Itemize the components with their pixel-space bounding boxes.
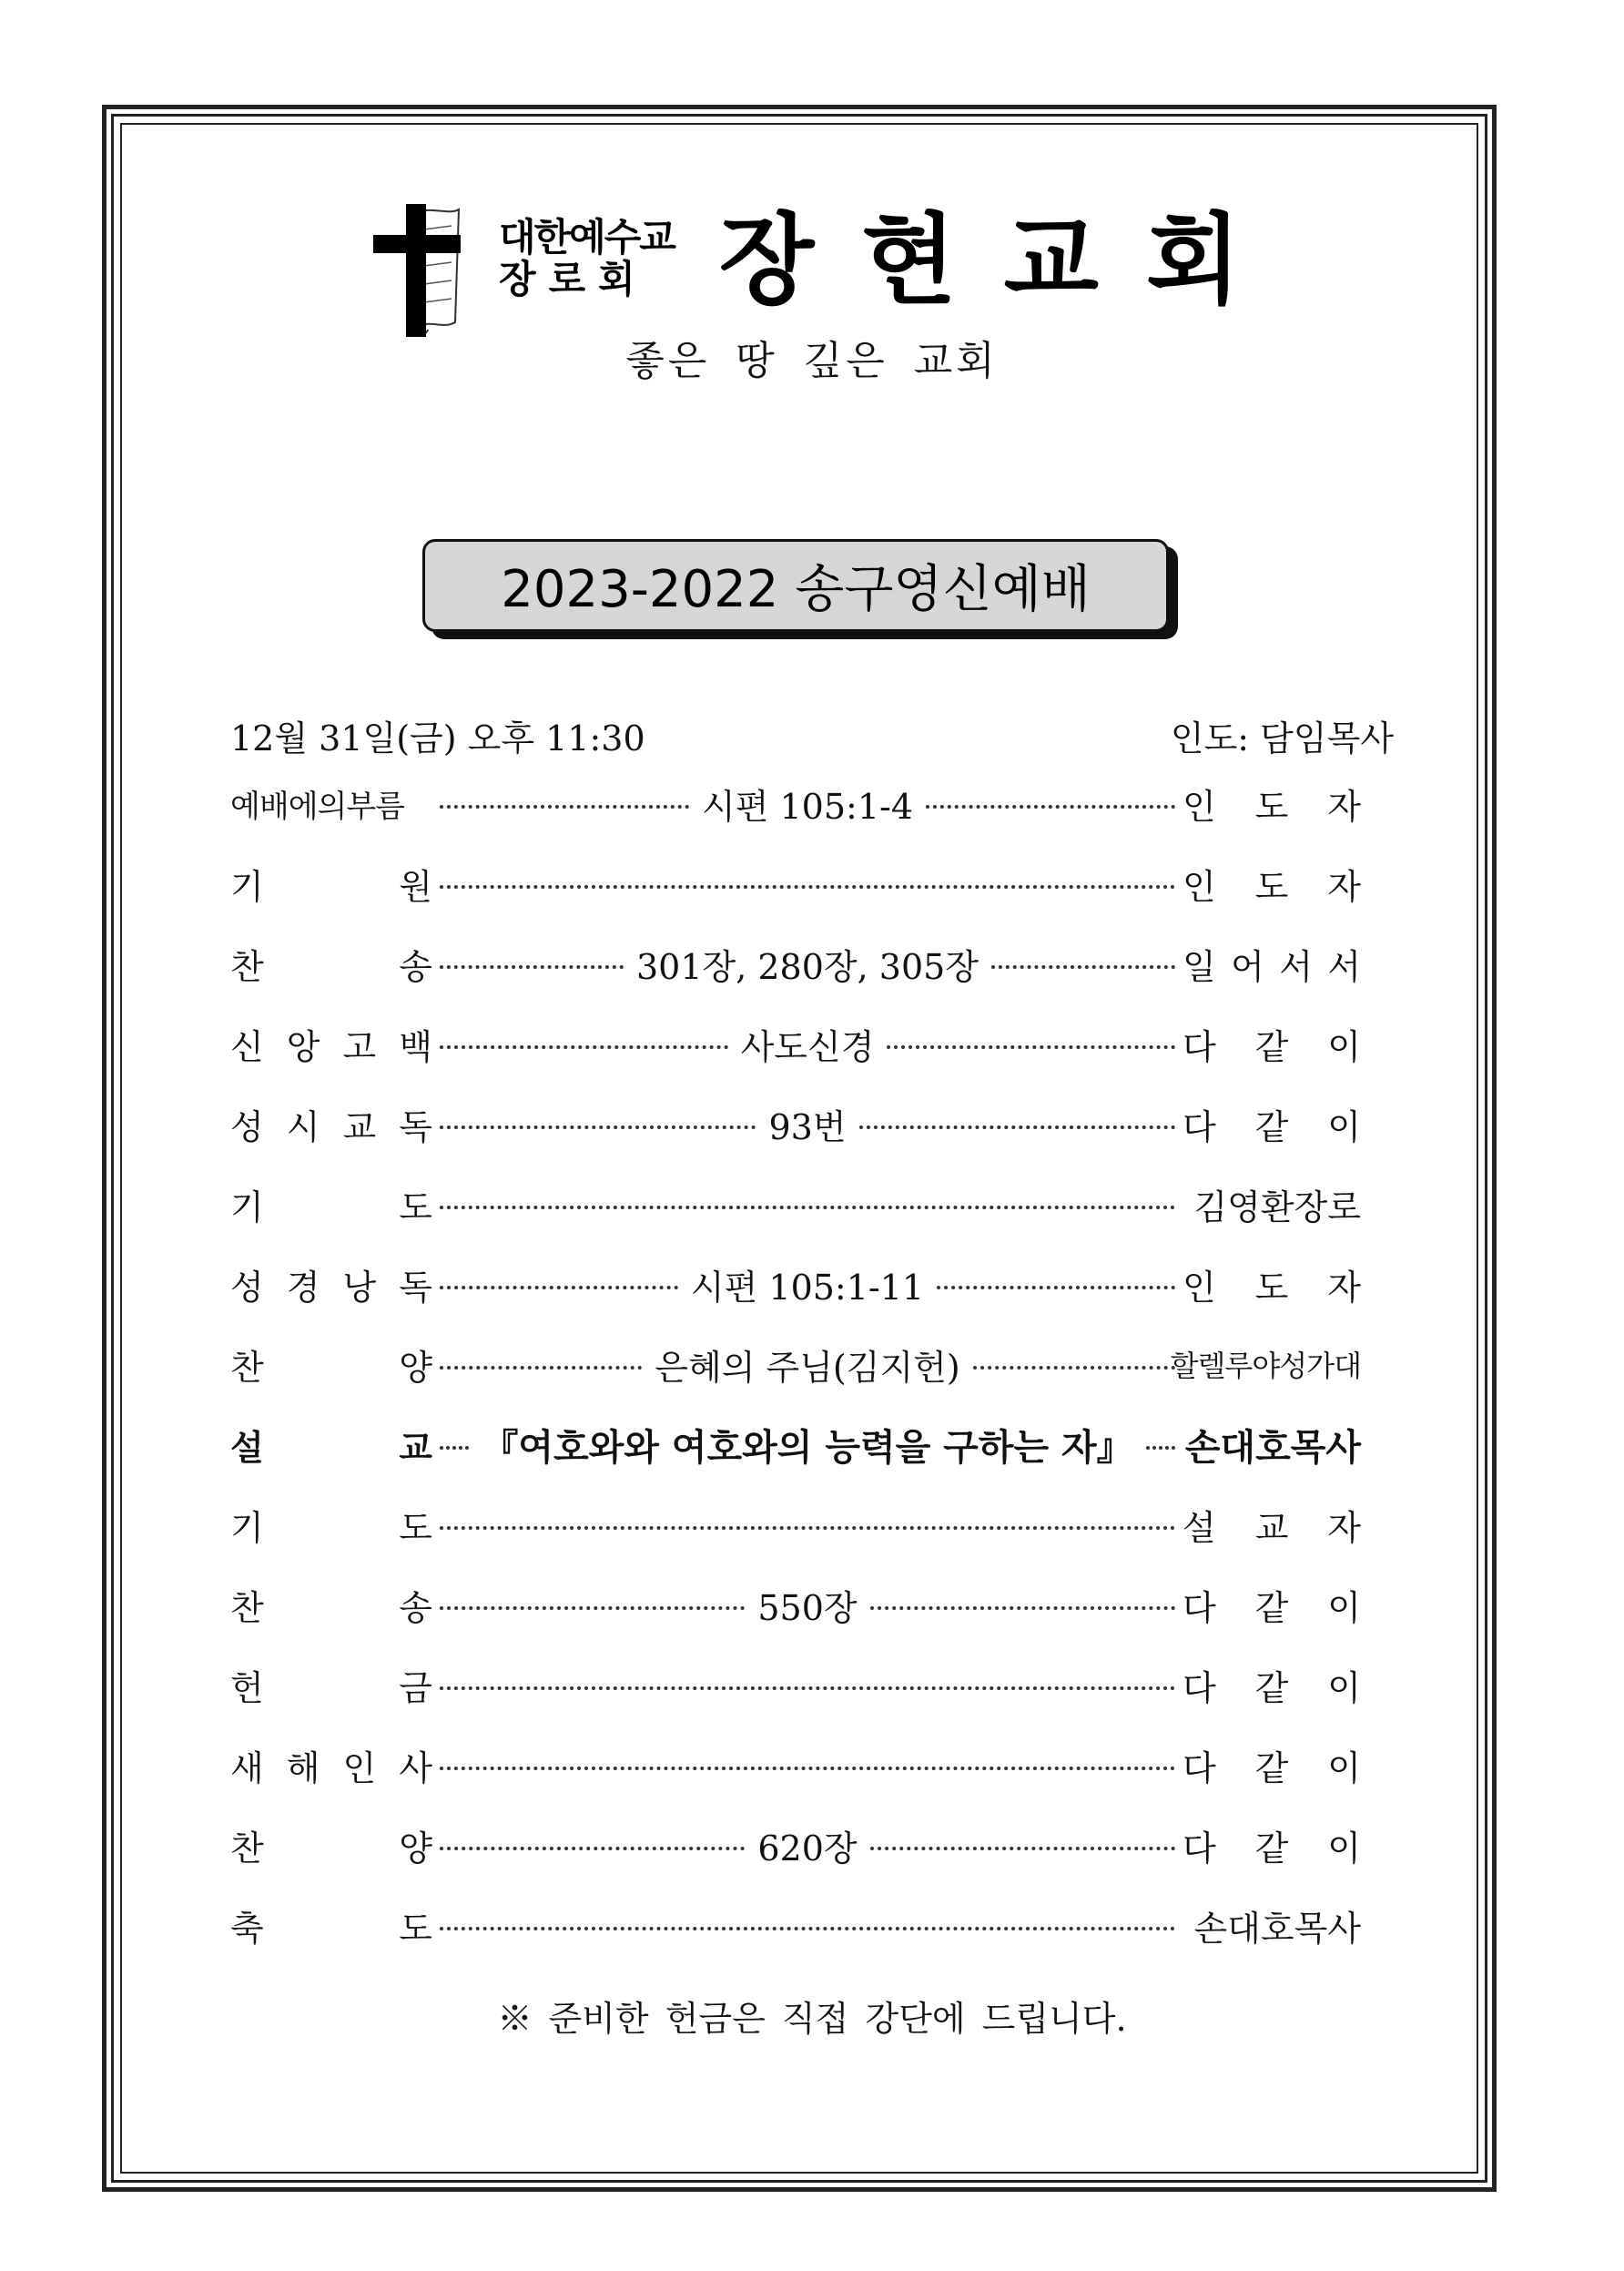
dot-leader: [937, 1286, 1175, 1289]
glyph: 교: [342, 1106, 377, 1147]
order-item-content: 620장: [757, 1828, 858, 1869]
dot-leader: [440, 1206, 1175, 1209]
glyph: 이: [1327, 1026, 1361, 1067]
order-item-name: [230, 1259, 432, 1309]
denomination-line2: 장로회: [499, 257, 648, 301]
glyph: 설: [1182, 1507, 1216, 1548]
glyph: 찬: [230, 1828, 264, 1869]
order-item-content: 『여호와와 여호와의 능력을 구하는 자』: [482, 1425, 1133, 1469]
glyph: 같: [1254, 1747, 1289, 1788]
order-item-name: [230, 939, 432, 989]
order-item: [230, 763, 1361, 843]
glyph: 독: [399, 1267, 432, 1308]
glyph: 새: [230, 1747, 264, 1788]
glyph: 같: [1254, 1106, 1289, 1147]
order-item-content: 301장, 280장, 305장: [635, 946, 979, 987]
order-item-name: [230, 1580, 432, 1630]
glyph: 찬: [230, 1347, 264, 1388]
order-item: [230, 1564, 1361, 1645]
order-item-content: 사도신경: [740, 1026, 875, 1067]
glyph: 다: [1182, 1828, 1216, 1869]
glyph: 도: [399, 1507, 432, 1548]
dot-leader: [440, 1366, 642, 1370]
cross-logo-icon: [371, 202, 472, 339]
order-item-leader-dots: [440, 1679, 1175, 1690]
order-item-person: [1182, 1740, 1361, 1790]
glyph: 낭: [342, 1267, 377, 1308]
glyph: 앙: [286, 1026, 320, 1067]
glyph: 같: [1254, 1026, 1289, 1067]
glyph: 인: [1182, 1267, 1216, 1308]
dot-leader: [440, 1045, 728, 1049]
glyph: 성: [230, 1267, 264, 1308]
order-item-name: [230, 1820, 432, 1870]
order-item-person: 김영환장로: [1193, 1186, 1361, 1227]
glyph: 다: [1182, 1747, 1216, 1788]
service-date-time: 12월 31일(금) 오후 11:30: [230, 718, 645, 759]
order-item: [230, 1725, 1361, 1805]
dot-leader: [440, 1526, 1175, 1530]
order-item: [230, 1003, 1361, 1084]
order-item-name: [230, 1179, 432, 1229]
glyph: 자: [1327, 1507, 1361, 1548]
glyph: 같: [1254, 1587, 1289, 1628]
glyph: 찬: [230, 946, 264, 987]
dot-leader: [973, 1366, 1175, 1370]
order-item-leader-dots: [440, 1580, 1175, 1630]
order-item: [230, 1084, 1361, 1164]
order-item: [230, 1805, 1361, 1885]
glyph: 해: [286, 1747, 320, 1788]
order-item-person: [1182, 1580, 1361, 1630]
dot-leader: [440, 1286, 678, 1289]
order-item-leader-dots: [440, 1019, 1175, 1069]
service-title: 2023-2022 송구영신예배: [422, 539, 1169, 632]
order-item-person: [1182, 779, 1361, 829]
dot-leader: [870, 1606, 1175, 1610]
order-item: [230, 923, 1361, 1003]
glyph: 다: [1182, 1587, 1216, 1628]
order-item-person: [1182, 1820, 1361, 1870]
glyph: 금: [399, 1667, 432, 1708]
order-item-person: [1182, 1099, 1361, 1149]
glyph: 고: [342, 1026, 377, 1067]
order-item: [230, 843, 1361, 923]
order-item: [230, 1324, 1361, 1404]
order-item-person: [1182, 859, 1361, 909]
dot-leader: [926, 805, 1175, 809]
order-item: [230, 1484, 1361, 1564]
order-item-leader-dots: [440, 1519, 1175, 1530]
glyph: 같: [1254, 1667, 1289, 1708]
dot-leader: [440, 805, 689, 809]
glyph: 독: [399, 1106, 432, 1147]
order-item-leader-dots: [440, 779, 1175, 829]
glyph: 자: [1327, 786, 1361, 827]
glyph: 양: [399, 1828, 432, 1869]
dot-leader: [859, 1125, 1175, 1129]
order-item-leader-dots: [440, 878, 1175, 889]
order-of-worship: [230, 763, 1361, 1965]
order-item-name: [230, 1740, 432, 1790]
glyph: 사: [399, 1747, 432, 1788]
order-item-leader-dots: [440, 1820, 1175, 1870]
glyph: 성: [230, 1106, 264, 1147]
order-item: [230, 1244, 1361, 1324]
glyph: 기: [230, 1186, 264, 1227]
order-item-leader-dots: [440, 1759, 1175, 1770]
glyph: 인: [1182, 786, 1216, 827]
dot-leader: [440, 1606, 745, 1610]
dot-leader: [440, 1767, 1175, 1770]
dot-leader: [440, 1847, 745, 1850]
order-item-name: [230, 1660, 432, 1710]
order-item-leader-dots: [440, 1419, 1175, 1471]
glyph: 이: [1327, 1667, 1361, 1708]
glyph: 도: [399, 1186, 432, 1227]
order-item-person: 손대호목사: [1193, 1908, 1361, 1949]
glyph: 도: [1254, 866, 1289, 907]
dot-leader: [440, 1927, 1175, 1930]
order-item-name: [230, 1339, 432, 1390]
glyph: 자: [1327, 1267, 1361, 1308]
dot-leader: [440, 1686, 1175, 1690]
order-item-person: [1182, 939, 1361, 989]
glyph: 기: [230, 866, 264, 907]
order-item: [230, 1164, 1361, 1244]
glyph: 송: [399, 946, 432, 987]
order-item-content: 은혜의 주님(김지헌): [655, 1347, 960, 1388]
glyph: 어: [1231, 946, 1264, 987]
denomination: [499, 215, 695, 301]
glyph: 서: [1327, 946, 1361, 987]
glyph: 백: [399, 1026, 432, 1067]
glyph: 이: [1327, 1747, 1361, 1788]
dot-leader: [440, 1125, 756, 1129]
order-item-name: [230, 1420, 432, 1470]
glyph: 헌: [230, 1667, 264, 1708]
order-item-person: [1182, 1019, 1361, 1069]
service-leader: 인도: 담임목사: [1170, 718, 1394, 759]
denomination-line1: 대한예수교: [499, 215, 675, 260]
order-item-leader-dots: [440, 939, 1175, 989]
glyph: 같: [1254, 1828, 1289, 1869]
glyph: 교: [399, 1426, 432, 1468]
glyph: 이: [1327, 1587, 1361, 1628]
glyph: 신: [230, 1026, 264, 1067]
glyph: 이: [1327, 1828, 1361, 1869]
order-item-name: [230, 859, 432, 909]
order-item-name: [230, 1900, 432, 1950]
order-item-leader-dots: [440, 1920, 1175, 1930]
dot-leader: [991, 965, 1175, 969]
glyph: 양: [399, 1347, 432, 1388]
glyph: 이: [1327, 1106, 1361, 1147]
church-name: 장현교회: [719, 204, 1289, 318]
glyph: 다: [1182, 1026, 1216, 1067]
glyph: 일: [1182, 946, 1216, 987]
glyph: 서: [1279, 946, 1313, 987]
dot-leader: [870, 1847, 1175, 1850]
offering-note: ※ 준비한 헌금은 직접 강단에 드립니다.: [497, 1999, 1127, 2039]
dot-leader: [440, 1446, 469, 1450]
glyph: 도: [1254, 786, 1289, 827]
glyph: 찬: [230, 1587, 264, 1628]
glyph: 원: [399, 866, 432, 907]
order-item-name: [230, 1099, 432, 1149]
glyph: 시: [286, 1106, 320, 1147]
glyph: 축: [230, 1908, 264, 1949]
order-item-content: 시편 105:1-4: [701, 786, 914, 827]
glyph: 도: [1254, 1267, 1289, 1308]
order-item-leader-dots: [440, 1339, 1175, 1390]
order-item-content: 시편 105:1-11: [690, 1267, 925, 1308]
glyph: 기: [230, 1507, 264, 1548]
order-item-person: [1182, 1500, 1361, 1550]
glyph: 설: [230, 1426, 264, 1468]
order-item-name: 예배에의부름: [230, 788, 405, 825]
glyph: 도: [399, 1908, 432, 1949]
order-item-leader-dots: [440, 1099, 1175, 1149]
dot-leader: [440, 885, 1175, 889]
order-item-name: [230, 1019, 432, 1069]
order-item-name: [230, 1500, 432, 1550]
glyph: 다: [1182, 1106, 1216, 1147]
glyph: 인: [1182, 866, 1216, 907]
order-item-leader-dots: [440, 1198, 1175, 1209]
glyph: 다: [1182, 1667, 1216, 1708]
order-item-person: [1182, 1259, 1361, 1309]
glyph: 경: [286, 1267, 320, 1308]
dot-leader: [1146, 1446, 1175, 1450]
order-item-person: 손대호목사: [1184, 1425, 1361, 1469]
glyph: 자: [1327, 866, 1361, 907]
order-item-person: 할렐루야성가대: [1170, 1349, 1361, 1383]
glyph: 인: [342, 1747, 377, 1788]
church-slogan: 좋은 땅 깊은 교회: [625, 338, 999, 384]
glyph: 교: [1254, 1507, 1289, 1548]
order-item: [230, 1645, 1361, 1725]
order-item-leader-dots: [440, 1259, 1175, 1309]
order-item-person: [1182, 1660, 1361, 1710]
order-item-content: 550장: [757, 1587, 858, 1628]
order-item: [230, 1885, 1361, 1965]
order-item-content: 93번: [768, 1106, 847, 1147]
order-item: [230, 1404, 1361, 1484]
glyph: 송: [399, 1587, 432, 1628]
dot-leader: [887, 1045, 1175, 1049]
dot-leader: [440, 965, 624, 969]
